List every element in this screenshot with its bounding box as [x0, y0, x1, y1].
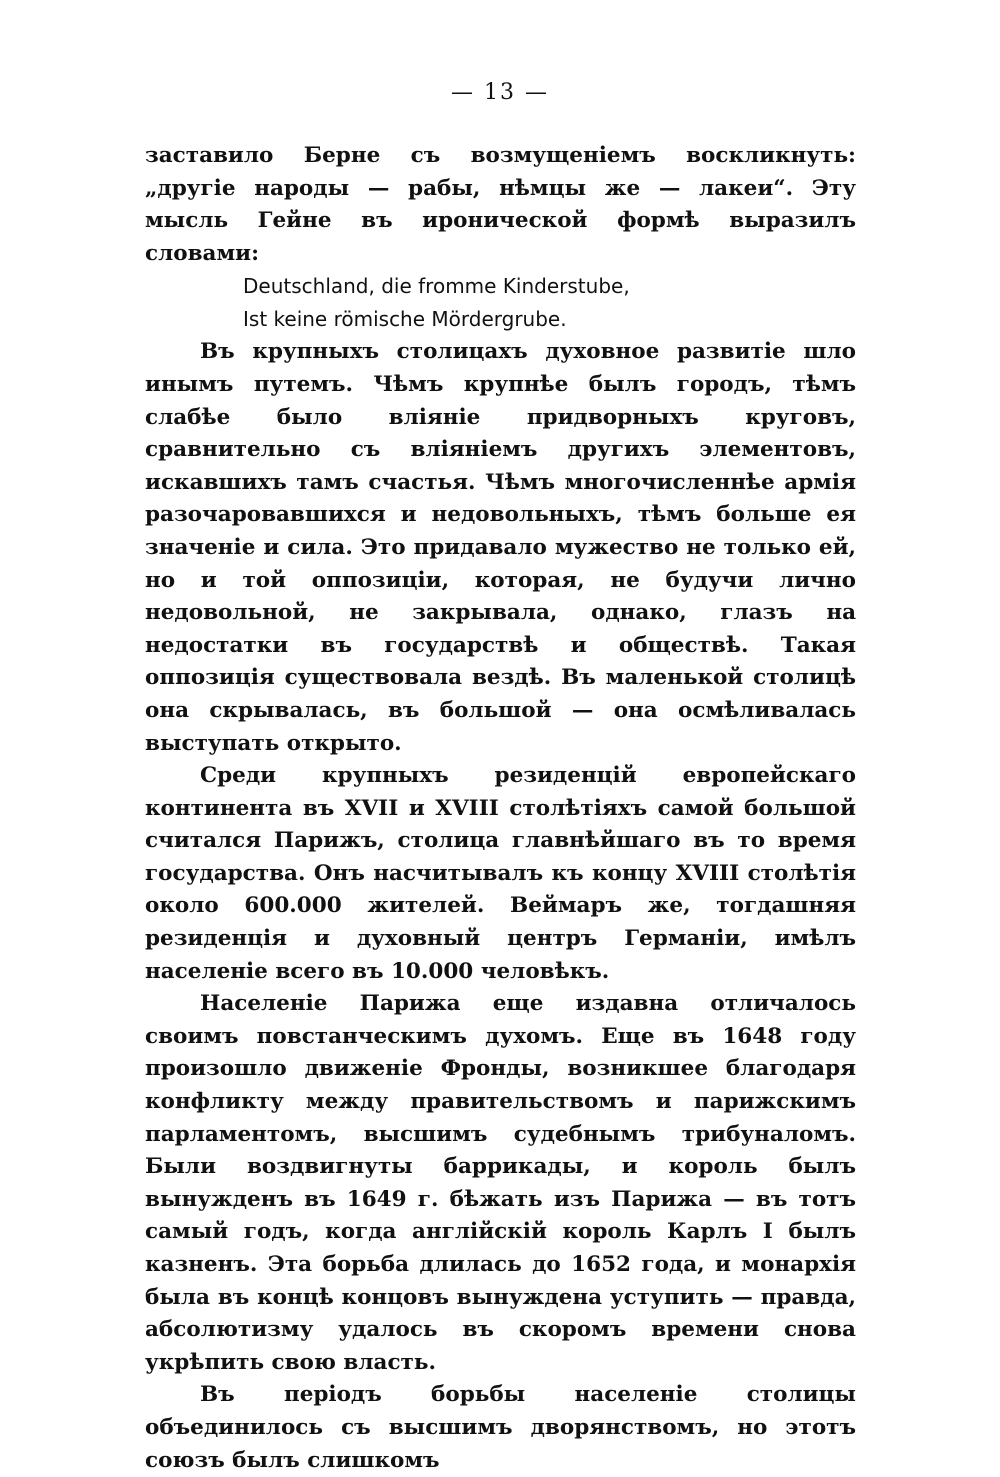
paragraph-alliance: Въ періодъ борьбы населеніе столицы объединилось съ высшимъ дворянствомъ, но этотъ союзъ былъ слишкомъ: [145, 1382, 856, 1473]
paragraph-continued: заставило Берне съ возмущеніемъ воскликнуть: „другіе народы — рабы, нѣмцы же — лакеи“. Эту мысль Гейне въ иронической формѣ выразилъ словами:: [145, 143, 856, 266]
page-number: — 13 —: [451, 80, 549, 105]
body-text: [145, 140, 856, 1477]
paragraph-capitals: Въ крупныхъ столицахъ духовное развитіе шло инымъ путемъ. Чѣмъ крупнѣе былъ городъ, тѣмъ слабѣе было вліяніе придворныхъ круговъ, сравнительно съ вліяніемъ другихъ элементовъ, искавшихъ тамъ счастья. Чѣмъ многочисленнѣе армія разочаровавшихся и недовольныхъ, тѣмъ больше ея значеніе и сила. Это придавало мужество не только ей, но и той оппозиціи, которая, не будучи лично недовольной, не закрывала, однако, глазъ на недостатки въ государствѣ и обществѣ. Такая оппозиція существовала вездѣ. Въ маленькой столицѣ она скрывалась, въ большой — она осмѣливалась выступать открыто.: [145, 339, 856, 756]
verse-line-2: Ist keine römische Mördergrube.: [243, 307, 567, 332]
verse-quote: [145, 270, 856, 336]
paragraph-residences: Среди крупныхъ резиденцій европейскаго континента въ XVII и XVIII столѣтіяхъ самой большой считался Парижъ, столица главнѣйшаго въ то время государства. Онъ насчитывалъ къ концу XVIII столѣтія около 600.000 жителей. Веймаръ же, тогдашняя резиденція и духовный центръ Германіи, имѣлъ населеніе всего въ 10.000 человѣкъ.: [145, 763, 856, 984]
verse-line-1: Deutschland, die fromme Kinderstube,: [243, 274, 630, 299]
paragraph-fronde: Населеніе Парижа еще издавна отличалось своимъ повстанческимъ духомъ. Еще въ 1648 году произошло движеніе Фронды, возникшее благодаря конфликту между правительствомъ и парижскимъ парламентомъ, высшимъ судебнымъ трибуналомъ. Были воздвигнуты баррикады, и король былъ вынужденъ въ 1649 г. бѣжать изъ Парижа — въ тотъ самый годъ, когда англійскій король Карлъ I былъ казненъ. Эта борьба длилась до 1652 года, и монархія была въ концѣ концовъ вынуждена уступить — правда, абсолютизму удалось въ скоромъ времени снова укрѣпить свою власть.: [145, 991, 856, 1375]
